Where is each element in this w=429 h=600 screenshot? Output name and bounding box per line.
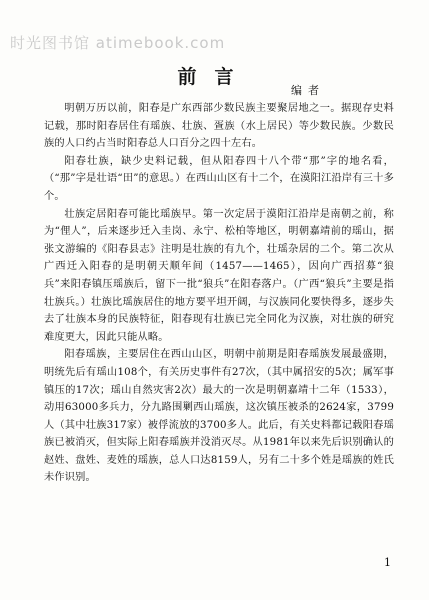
page-title: 前言 [177,66,252,88]
paragraph-4: 阳春瑶族，主要居住在西山山区，明朝中前期是阳春瑶族发展最盛期，明统先后有瑶山108个，有关历史事件有27次，（其中属招安的5次；属军事镇压的17次；瑶山自然灾害2次）最大的一次是明朝嘉靖十二年（1533），动用63000多兵力，分九路围剿西山瑶族，这次镇压被杀的2624家，3799人（其中壮族317家）被俘流放的3700多人。此后，有关史料都记载阳春瑶族已被消灭，但实际上阳春瑶族并没消灭尽。从1981年以来先后识别确认的赵姓、盘姓、麦姓的瑶族，总人口达8159人，另有二十多个姓是瑶族的姓氏未作识别。 [44,349,394,484]
paragraph-2: 阳春壮族，缺少史料记载，但从阳春四十八个带“那”字的地名看，（“那”字是壮语“田”的意思。）在西山山区有十二个，在漠阳江沿岸有三十多个。 [44,155,394,202]
editor-credit: 编者 [291,84,325,97]
paragraph-1: 明朝万历以前，阳春是广东西部少数民族主要聚居地之一。据现存史料记载，那时阳春居住有瑶族、壮族、疍族（水上居民）等少数民族。少数民族的人口约占当时阳春总人口百分之四十左右。 [44,103,394,150]
body-text [44,100,394,487]
page-number: 1 [384,556,391,569]
paragraph-3: 壮族定居阳春可能比瑶族早。第一次定居于漠阳江沿岸是南朝之前，称为“俚人”，后来逐步迁入圭岗、永宁、松柏等地区，明朝嘉靖前的瑶山，据张文游编的《阳春县志》注明是壮族的有九个，壮瑶杂居的二个。第二次从广西迁入阳春的是明朝天顺年间（1457——1465），因向广西招募“狼兵”来阳春镇压瑶族后，留下一批“狼兵”在阳春落户。（广西“狼兵”主要是指壮族兵。）壮族比瑶族居住的地方要平坦开阔，与汉族同化要快得多，逐步失去了壮族本身的民族特征，阳春现有壮族已完全同化为汉族，对壮族的研究难度更大，因此只能从略。 [44,208,394,343]
watermark-text: 时光图书馆 atimebook.com [10,34,226,52]
